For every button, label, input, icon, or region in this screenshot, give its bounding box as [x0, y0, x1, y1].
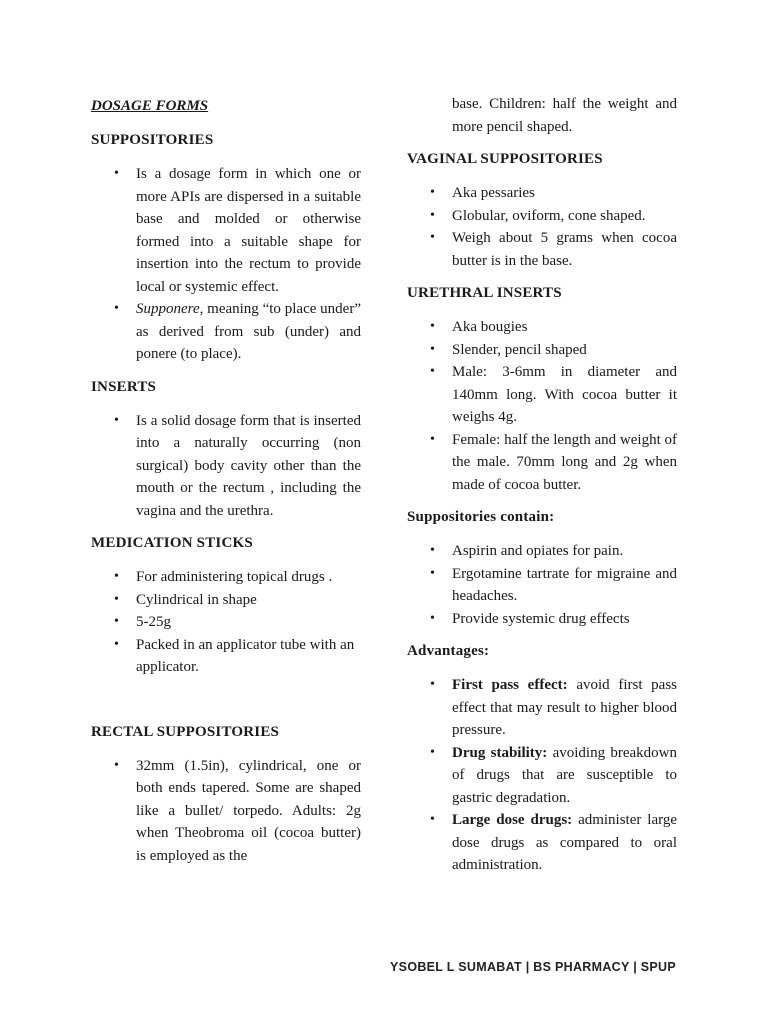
list-item: • Aka bougies: [407, 316, 677, 339]
heading-medication-sticks: MEDICATION STICKS: [91, 535, 253, 551]
heading-suppositories: SUPPOSITORIES: [91, 132, 214, 148]
list-item: • Cylindrical in shape: [91, 589, 361, 612]
urethral-list: [407, 316, 677, 496]
list-item: • Male: 3-6mm in diameter and 140mm long. With cocoa butter it weighs 4g.: [407, 361, 677, 429]
left-column: [91, 92, 361, 877]
suppositories-list: [91, 163, 361, 366]
list-item: [407, 674, 677, 742]
list-item: • Is a solid dosage form that is inserted into a naturally occurring (non surgical) body cavity other than the mouth or the rectum , including the vagina and the urethra.: [91, 410, 361, 523]
page-footer: YSOBEL L SUMABAT | BS PHARMACY | SPUP: [390, 960, 676, 974]
list-item: • For administering topical drugs .: [91, 566, 361, 589]
heading-vaginal-suppositories: VAGINAL SUPPOSITORIES: [407, 151, 603, 167]
list-item: • Aspirin and opiates for pain.: [407, 540, 677, 563]
list-item: • Weigh about 5 grams when cocoa butter is in the base.: [407, 227, 677, 272]
right-column: [407, 93, 677, 887]
term-drug-stability: Drug stability:: [452, 744, 548, 761]
list-item: • Aka pessaries: [407, 182, 677, 205]
list-item: • Ergotamine tartrate for migraine and headaches.: [407, 563, 677, 608]
term-first-pass: First pass effect:: [452, 677, 568, 693]
list-item-text: administer large dose drugs as compared to oral administration.: [452, 812, 677, 873]
heading-inserts: INSERTS: [91, 378, 157, 395]
term-supponere: Supponere: [136, 301, 200, 317]
list-item: • Globular, oviform, cone shaped.: [407, 205, 677, 228]
list-item: [91, 298, 361, 366]
list-item: • Is a dosage form in which one or more APIs are dispersed in a suitable base and molded or otherwise formed into a suitable shape for insertion into the rectum to provide local or systemic effect.: [91, 163, 361, 298]
list-item-text: avoid first pass effect that may result to higher blood pressure.: [452, 677, 678, 738]
list-item: [407, 742, 677, 810]
list-item: • Female: half the length and weight of the male. 70mm long and 2g when made of cocoa butter.: [407, 429, 677, 497]
heading-rectal-suppositories: RECTAL SUPPOSITORIES: [91, 723, 280, 740]
list-item-text: avoiding breakdown of drugs that are susceptible to gastric degradation.: [452, 744, 678, 806]
heading-urethral-inserts: URETHRAL INSERTS: [407, 285, 562, 301]
vaginal-list: [407, 182, 677, 272]
list-item: [407, 809, 677, 877]
heading-suppositories-contain: Suppositories contain:: [407, 509, 555, 525]
contain-list: [407, 540, 677, 630]
heading-advantages: Advantages:: [407, 643, 490, 659]
medication-sticks-list: [91, 566, 361, 679]
inserts-list: [91, 410, 361, 523]
spacer: [91, 689, 361, 721]
rectal-list: [91, 755, 361, 868]
list-item-text: , meaning “to place under” as derived from sub (under) and ponere (to place).: [136, 301, 361, 362]
rectal-continued: base. Children: half the weight and more pencil shaped.: [452, 96, 677, 135]
term-large-dose: Large dose drugs:: [452, 812, 573, 828]
list-item: • Provide systemic drug effects: [407, 608, 677, 631]
list-item: • Packed in an applicator tube with an applicator.: [91, 634, 361, 679]
list-item: • Slender, pencil shaped: [407, 339, 677, 362]
list-item: • 32mm (1.5in), cylindrical, one or both ends tapered. Some are shaped like a bullet/ torpedo. Adults: 2g when Theobroma oil (cocoa butter) is employed as the: [91, 755, 361, 868]
document-title: DOSAGE FORMS: [91, 98, 209, 114]
list-item: • 5-25g: [91, 611, 361, 634]
advantages-list: [407, 674, 677, 877]
